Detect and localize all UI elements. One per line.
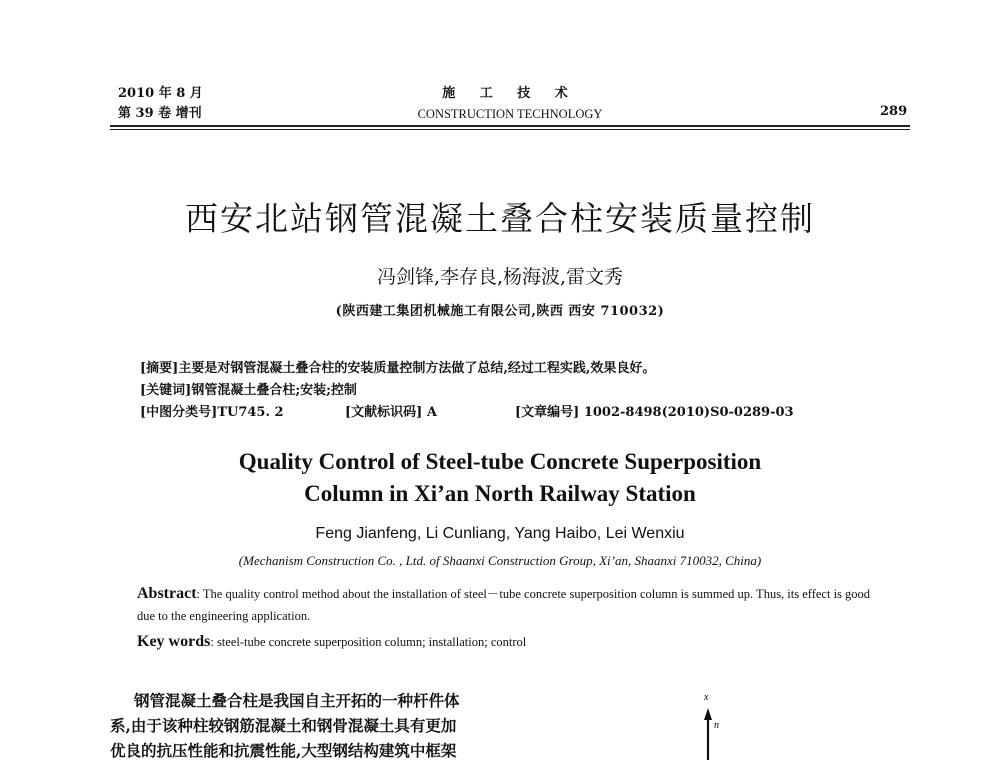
paper-title-en-line1: Quality Control of Steel-tube Concrete Superposition — [238, 449, 762, 474]
clc-field — [140, 402, 284, 424]
body-line-1: 钢管混凝土叠合柱是我国自主开拓的一种杆件体 — [134, 691, 460, 710]
classification-row — [140, 402, 900, 424]
article-no-field — [515, 402, 794, 424]
header-date: 2010 年 8 月 — [118, 86, 203, 101]
abstract-cn-block — [140, 358, 900, 424]
affiliation-cn: (陕西建工集团机械施工有限公司,陕西 西安 710032) — [335, 304, 665, 319]
keywords-en: Key words: steel-tube concrete superposition column; installation; control — [137, 633, 527, 650]
header-rule-thin — [110, 129, 910, 130]
header-rule-thick — [110, 125, 910, 127]
keywords-en-text: steel-tube concrete superposition column; installation; control — [216, 635, 527, 649]
authors-en: Feng Jianfeng, Li Cunliang, Yang Haibo, Lei Wenxiu — [315, 525, 685, 542]
doc-code-field — [345, 402, 437, 424]
keywords-cn-row — [140, 380, 900, 402]
paper-title-en-line2: Column in Xi’an North Railway Station — [304, 481, 696, 506]
header-journal — [380, 84, 640, 124]
body-line-3: 优良的抗压性能和抗震性能,大型钢结构建筑中框架 — [110, 741, 457, 760]
keywords-cn-text: 钢管混凝土叠合柱;安装;控制 — [191, 383, 357, 398]
journal-name-en: CONSTRUCTION TECHNOLOGY — [417, 107, 603, 121]
clc-value: TU745. 2 — [217, 405, 284, 420]
abstract-en-text: The quality control method about the installation of steel－tube concrete superposition column is summed up. Thus, its effect is good due to the engineering application. — [137, 587, 871, 623]
figure-label-n: n — [714, 720, 719, 731]
abstract-en-label: Abstract — [137, 585, 197, 602]
clc-label: [中图分类号] — [140, 405, 218, 420]
paper-title-cn: 西安北站钢管混凝土叠合柱安装质量控制 — [185, 199, 815, 238]
article-no-label: [文章编号] — [515, 405, 580, 420]
header-volume: 第 39 卷 增刊 — [118, 106, 202, 121]
page-number: 289 — [880, 104, 908, 119]
abstract-cn-text: 主要是对钢管混凝土叠合柱的安装质量控制方法做了总结,经过工程实践,效果良好。 — [178, 361, 656, 376]
abstract-cn-label: [摘要] — [140, 361, 179, 376]
header-issue-info — [118, 84, 203, 124]
abstract-en: Abstract: The quality control method about the installation of steel－tube concrete superposition column is summed up. Thus, its effect is good due to the engineering application. — [137, 585, 871, 623]
figure-axis-diagram — [690, 688, 750, 760]
paper-title-en — [0, 446, 1000, 510]
doc-code-label: [文献标识码] — [345, 405, 423, 420]
journal-name-cn: 施 工 技 术 — [442, 86, 578, 101]
abstract-cn-row — [140, 358, 900, 380]
body-text-cn — [110, 688, 510, 763]
article-no-value: 1002-8498(2010)S0-0289-03 — [583, 405, 794, 420]
figure-label-x: x — [704, 692, 709, 703]
keywords-cn-label: [关键词] — [140, 383, 192, 398]
keywords-en-label: Key words — [137, 633, 211, 650]
doc-code-value: A — [426, 405, 437, 420]
affiliation-en: (Mechanism Construction Co. , Ltd. of Shaanxi Construction Group, Xi’an, Shaanxi 710032, China) — [238, 553, 762, 568]
authors-cn: 冯剑锋,李存良,杨海波,雷文秀 — [376, 266, 624, 288]
body-line-2: 系,由于该种柱较钢筋混凝土和钢骨混凝土具有更加 — [110, 716, 457, 735]
